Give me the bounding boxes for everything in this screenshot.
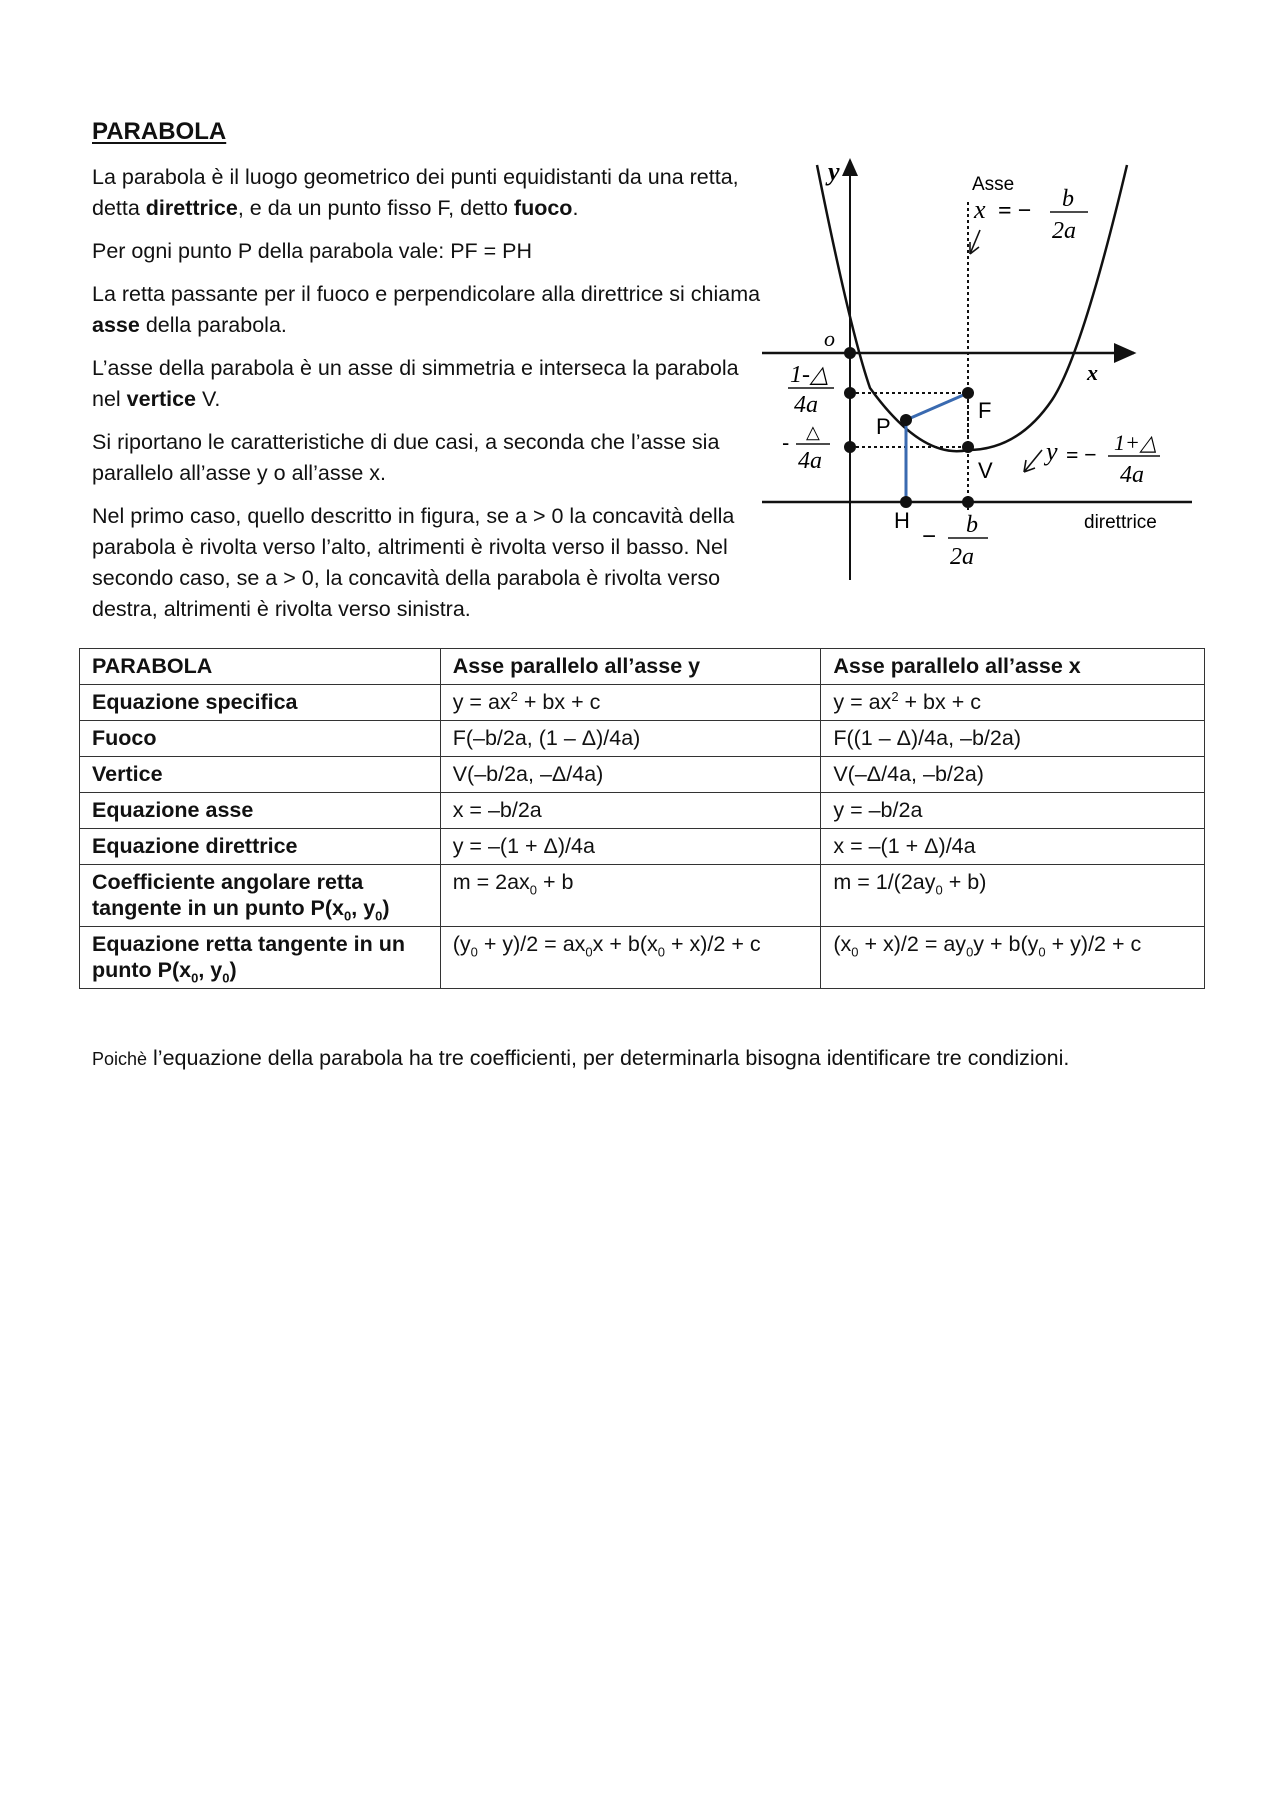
cell-y	[440, 685, 821, 721]
point-h	[900, 496, 912, 508]
intro-paragraph-4	[92, 353, 772, 415]
text: Equazione retta tangente in un punto P(x	[92, 932, 405, 982]
dir-eq-num: 1+△	[1114, 430, 1157, 455]
row-label: Fuoco	[80, 721, 441, 757]
row-label: Equazione specifica	[80, 685, 441, 721]
point-p	[900, 414, 912, 426]
text: Poichè	[92, 1049, 148, 1069]
text: m = 2ax	[452, 870, 530, 894]
table-row	[80, 793, 1205, 829]
table-row	[80, 721, 1205, 757]
table-row	[80, 865, 1205, 927]
point-v	[962, 441, 974, 453]
point-y-focus	[844, 387, 856, 399]
text: della parabola.	[139, 313, 287, 337]
term-vertice: vertice	[126, 387, 197, 411]
asse-eq-num: b	[1062, 186, 1074, 212]
label-x: x	[1087, 360, 1098, 385]
text: Coefficiente angolare retta tangente in un punto P(x	[92, 870, 364, 920]
subscript: 0	[375, 908, 383, 924]
term-asse: asse	[92, 313, 140, 337]
term-direttrice: direttrice	[145, 196, 238, 220]
focus-y-num: 1-△	[790, 362, 829, 388]
text: + b)	[942, 870, 987, 894]
table-row	[80, 685, 1205, 721]
header-cell: Asse parallelo all’asse x	[821, 649, 1205, 685]
text: + x)/2 = ay	[858, 932, 967, 956]
intro-paragraph-3	[92, 279, 772, 341]
parabola-table	[79, 648, 1205, 989]
label-v: V	[978, 458, 993, 483]
text: , e da un punto fisso F, detto	[237, 196, 514, 220]
text: m = 1/(2ay	[833, 870, 936, 894]
intro-paragraph-2: Per ogni punto P della parabola vale: PF = PH	[92, 239, 533, 263]
superscript: 2	[891, 688, 899, 704]
dir-eq-sign: = −	[1066, 442, 1097, 467]
text: + b	[537, 870, 574, 894]
cell-x: V(–Δ/4a, –b/2a)	[821, 757, 1205, 793]
subscript: 0	[344, 908, 352, 924]
dir-eq-den: 4a	[1120, 462, 1144, 488]
intro-paragraph-5: Si riportano le caratteristiche di due casi, a seconda che l’asse sia parallelo all’asse y o all’asse x.	[92, 430, 720, 485]
parabola-figure	[762, 150, 1202, 590]
intro-paragraph-1	[92, 162, 772, 224]
vertex-y-sign: -	[782, 430, 790, 455]
subscript: 0	[191, 970, 199, 986]
subscript: 0	[529, 882, 538, 898]
vertex-y-den: 4a	[798, 448, 822, 474]
subscript: 0	[935, 882, 943, 898]
text: + bx + c	[517, 690, 601, 714]
label-origin: o	[824, 326, 835, 351]
page-title: PARABOLA	[92, 118, 227, 145]
text: La retta passante per il fuoco e perpendicolare alla direttrice si chiama	[92, 282, 761, 306]
row-label: Vertice	[80, 757, 441, 793]
intro-paragraph-6: Nel primo caso, quello descritto in figura, se a > 0 la concavità della parabola è rivolta verso l’alto, altrimenti è rivolta verso il basso. Nel secondo caso, se a > 0, la concavità della parabola è rivolta verso destra, altrimenti è rivolta verso sinistra.	[92, 504, 735, 621]
text: .	[572, 196, 579, 220]
cell-x	[821, 685, 1205, 721]
text: + x)/2 + c	[665, 932, 761, 956]
text: (y	[452, 932, 471, 956]
subscript: 0	[851, 944, 859, 960]
header-cell: Asse parallelo all’asse y	[440, 649, 821, 685]
subscript: 0	[1038, 944, 1046, 960]
text: )	[229, 958, 237, 982]
asse-eq-den: 2a	[1052, 218, 1076, 244]
dir-eq-lhs: y	[1046, 437, 1058, 466]
point-origin	[844, 347, 856, 359]
text: , y	[351, 896, 376, 920]
label-asse: Asse	[972, 174, 1015, 195]
cell-x: y = –b/2a	[821, 793, 1205, 829]
vertex-y-num: △	[806, 422, 820, 442]
table-row	[80, 829, 1205, 865]
asse-eq-lhs: x	[974, 195, 986, 224]
header-cell: PARABOLA	[80, 649, 441, 685]
point-y-vertex	[844, 441, 856, 453]
label-h: H	[894, 508, 910, 533]
cell-x: x = –(1 + Δ)/4a	[821, 829, 1205, 865]
focus-y-den: 4a	[794, 392, 818, 418]
subscript: 0	[657, 944, 666, 960]
text: l’equazione della parabola ha tre coefficienti, per determinarla bisogna identificare tre condizioni.	[147, 1046, 1070, 1070]
label-p: P	[876, 414, 891, 439]
text: + bx + c	[898, 690, 982, 714]
cell-y: V(–b/2a, –Δ/4a)	[440, 757, 821, 793]
asse-eq-sign: = −	[998, 198, 1032, 224]
point-x-tick	[962, 496, 974, 508]
text: x + b(x	[592, 932, 658, 956]
xtick-sign: −	[922, 523, 937, 550]
table-row	[80, 927, 1205, 989]
text: L’asse della parabola è un asse di simmetria e interseca la parabola nel	[92, 356, 739, 411]
cell-x	[821, 865, 1205, 927]
text: V.	[196, 387, 221, 411]
cell-x	[821, 927, 1205, 989]
text: + y)/2 = ax	[477, 932, 586, 956]
parabola-diagram	[762, 150, 1202, 590]
subscript: 0	[222, 970, 230, 986]
row-label: Equazione direttrice	[80, 829, 441, 865]
superscript: 2	[510, 688, 518, 704]
cell-y: x = –b/2a	[440, 793, 821, 829]
intro-text	[92, 162, 772, 637]
footer-note	[92, 1046, 1069, 1071]
table-header-row	[80, 649, 1205, 685]
direttrice-pointer-arrow	[1024, 450, 1042, 472]
cell-y	[440, 927, 821, 989]
text: , y	[198, 958, 223, 982]
row-label	[80, 865, 441, 927]
cell-x: F((1 – Δ)/4a, –b/2a)	[821, 721, 1205, 757]
table-row	[80, 757, 1205, 793]
xtick-den: 2a	[950, 544, 974, 570]
text: (x	[833, 932, 852, 956]
text: + y)/2 + c	[1045, 932, 1142, 956]
xtick-num: b	[966, 512, 978, 538]
subscript: 0	[470, 944, 478, 960]
text: y = ax	[452, 690, 511, 714]
segment-pf	[906, 393, 968, 420]
cell-y: F(–b/2a, (1 – Δ)/4a)	[440, 721, 821, 757]
cell-y: y = –(1 + Δ)/4a	[440, 829, 821, 865]
subscript: 0	[585, 944, 593, 960]
label-f: F	[978, 398, 992, 423]
label-y: y	[828, 157, 840, 186]
text: y = ax	[833, 690, 892, 714]
subscript: 0	[966, 944, 974, 960]
cell-y	[440, 865, 821, 927]
text: )	[382, 896, 390, 920]
text: y + b(y	[973, 932, 1039, 956]
row-label: Equazione asse	[80, 793, 441, 829]
text: La parabola è il luogo geometrico dei punti equidistanti da una retta, detta	[92, 165, 739, 220]
term-fuoco: fuoco	[513, 196, 573, 220]
point-f	[962, 387, 974, 399]
parabola-curve	[817, 165, 1127, 451]
asse-pointer-arrow	[970, 230, 980, 254]
label-direttrice: direttrice	[1084, 512, 1157, 533]
row-label	[80, 927, 441, 989]
